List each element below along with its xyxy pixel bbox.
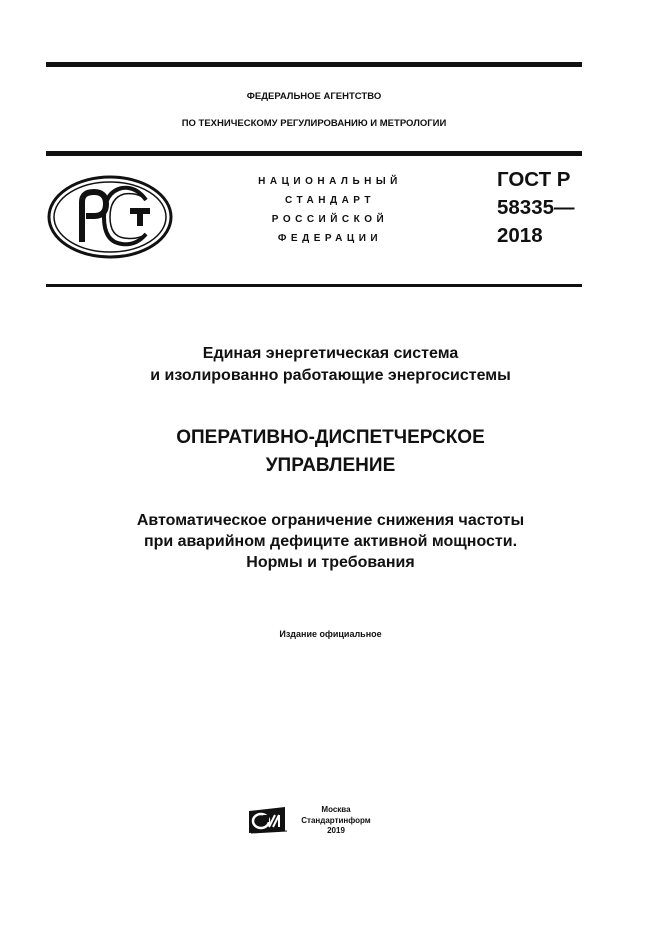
title2-line-2: УПРАВЛЕНИЕ <box>265 455 396 476</box>
top-rule <box>46 62 582 67</box>
bottom-rule <box>46 284 582 287</box>
publisher-info <box>296 805 376 837</box>
official-edition-label: Издание официальное <box>279 629 382 639</box>
title-main <box>0 424 661 480</box>
agency-line-1: ФЕДЕРАЛЬНОЕ АГЕНТСТВО <box>246 91 382 102</box>
title-subject <box>0 510 661 573</box>
national-line-4: ФЕДЕРАЦИИ <box>277 233 383 244</box>
national-line-3: РОССИЙСКОЙ <box>271 214 389 225</box>
gost-number <box>497 166 575 250</box>
agency-line-2: ПО ТЕХНИЧЕСКОМУ РЕГУЛИРОВАНИЮ И МЕТРОЛОГИИ <box>181 118 447 129</box>
title1-line-2: и изолированно работающие энергосистемы <box>150 367 511 384</box>
gost-line-3: 2018 <box>497 224 543 247</box>
national-standard-label <box>230 172 430 248</box>
title3-line-2: при аварийном дефиците активной мощности. <box>143 533 518 550</box>
standartinform-logo-icon <box>247 805 289 835</box>
title3-line-3: Нормы и требования <box>246 554 415 571</box>
gost-line-2: 58335— <box>497 196 575 219</box>
title-system <box>0 343 661 387</box>
gost-line-1: ГОСТ Р <box>497 168 571 191</box>
publisher-city: Москва <box>321 805 351 814</box>
national-line-2: СТАНДАРТ <box>285 195 375 206</box>
title1-line-1: Единая энергетическая система <box>202 345 459 362</box>
publisher-year: 2019 <box>327 826 345 835</box>
publisher-name: Стандартинформ <box>301 815 371 825</box>
middle-rule <box>46 151 582 156</box>
national-line-1: НАЦИОНАЛЬНЫЙ <box>258 176 402 187</box>
rst-logo-icon <box>46 172 174 262</box>
title2-line-1: ОПЕРАТИВНО-ДИСПЕТЧЕРСКОЕ <box>176 427 485 448</box>
title3-line-1: Автоматическое ограничение снижения частоты <box>136 512 525 529</box>
